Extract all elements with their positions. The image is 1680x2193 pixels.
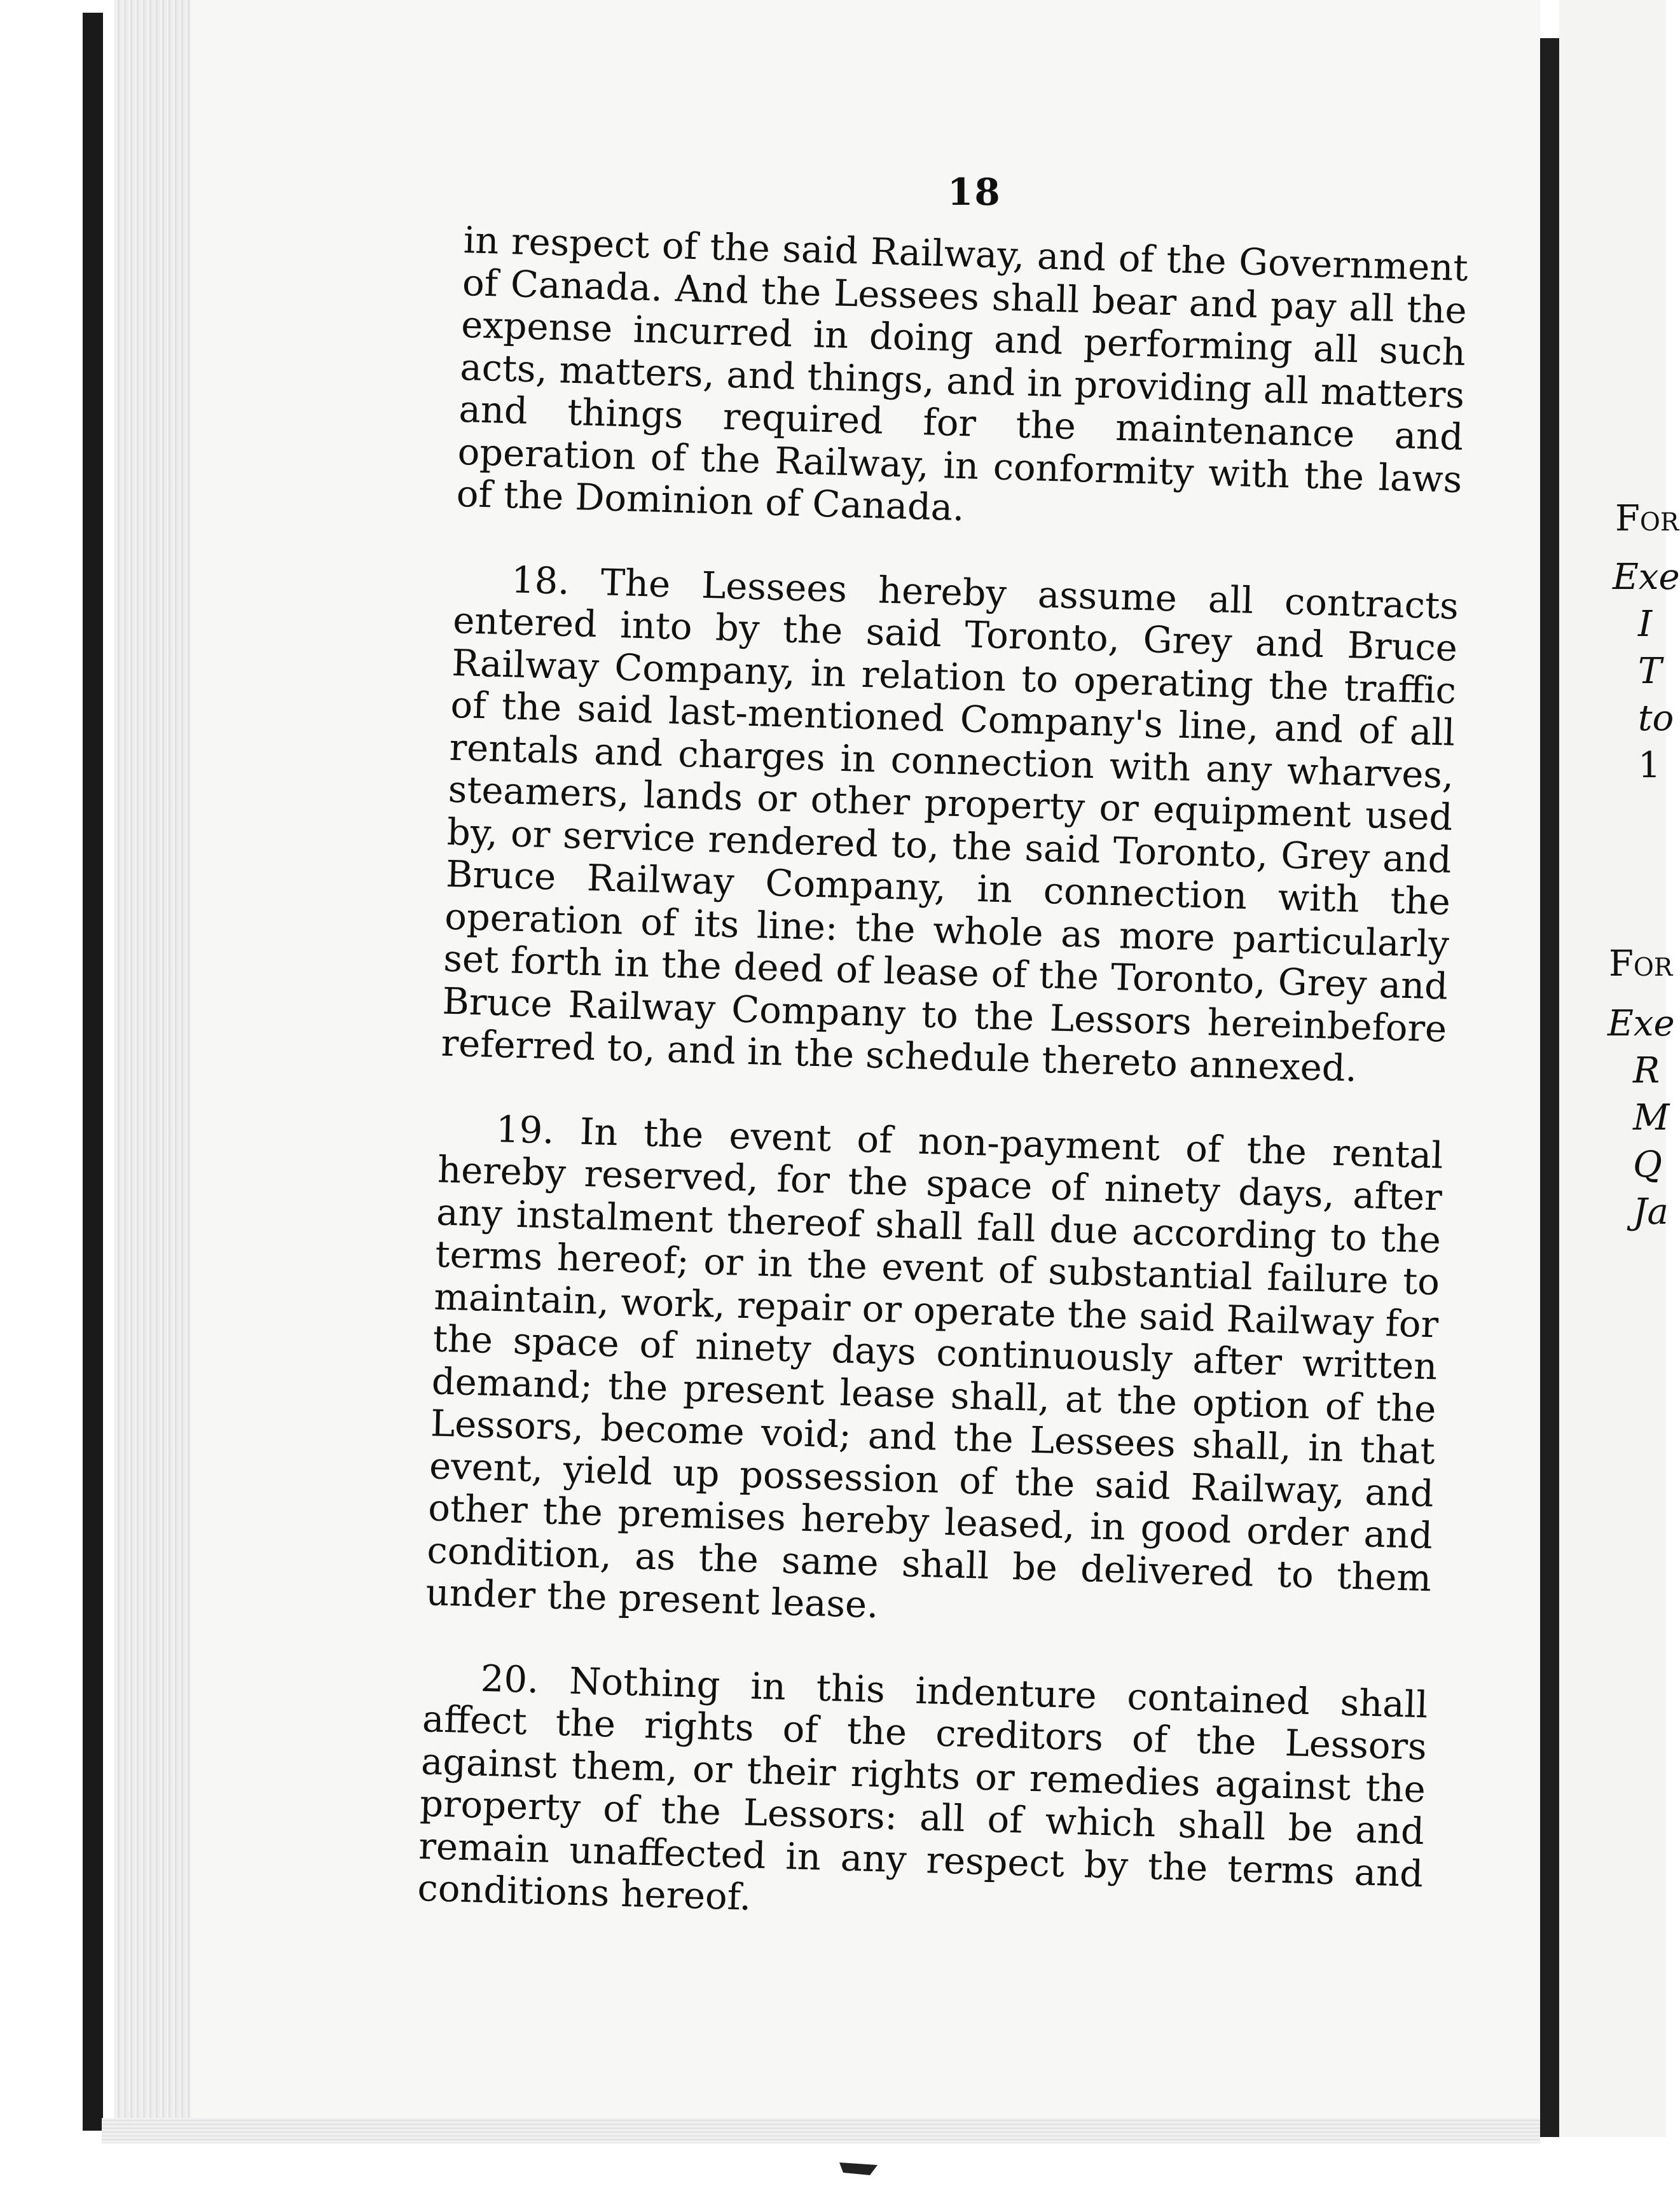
facing-fragment: For xyxy=(1615,498,1679,539)
paragraph-18: 18. The Lessees hereby assume all contracts entered into by the said Toronto, Grey and Bruce Railway Company, in relation to operating the traffic of the said last-mentioned Company's line, and of all rentals and charges in connection with any wharves, steamers, lands or other property or equipment used by, or service rendered to, the said Toronto, Grey and Bruce Railway Company, in connection with the operation of its line: the whole as more particularly set forth in the deed of lease of the Toronto, Grey and Bruce Railway Company to the Lessors hereinbefore referred to, and in the schedule thereto annexed. xyxy=(440,558,1459,1090)
facing-fragment: to xyxy=(1638,698,1674,739)
paragraph-20: 20. Nothing in this indenture contained shall affect the rights of the creditors of the Lessors against them, or their rights or remedies against the property of the Lessors: all of which shall be and remain unaffected in any respect by the terms and conditions hereof. xyxy=(417,1657,1429,1919)
page-stack-edge xyxy=(114,0,192,2137)
facing-fragment: Ja xyxy=(1633,1191,1669,1233)
left-binding-edge xyxy=(83,13,103,2131)
right-binding-gutter xyxy=(1540,38,1559,2137)
facing-fragment: M xyxy=(1633,1097,1670,1138)
facing-page-text xyxy=(1602,496,1680,1233)
facing-fragment: Exe xyxy=(1613,557,1680,598)
facing-fragment: R xyxy=(1633,1050,1660,1091)
facing-fragment: Q xyxy=(1633,1144,1662,1186)
scan-artifact xyxy=(839,2162,878,2175)
facing-fragment: T xyxy=(1638,651,1662,692)
page-number: 18 xyxy=(947,170,1002,214)
facing-fragment: I xyxy=(1638,604,1653,645)
facing-fragment: 1 xyxy=(1638,745,1661,786)
facing-fragment: Exe xyxy=(1608,1003,1675,1044)
body-text xyxy=(416,219,1468,1980)
page-bottom-edge xyxy=(102,2118,1540,2143)
paragraph-continuation: in respect of the said Railway, and of the Government of Canada. And the Lessees shall bear and pay all the expense incurred in doing and performing all such acts, matters, and things, and in providing all matters and things required for the maintenance and operation of the Railway, in conformity with the laws of the Dominion of Canada. xyxy=(456,219,1469,530)
paragraph-19: 19. In the event of non-payment of the rental hereby reserved, for the space of ninety days, after any instalment thereof shall fall due according to the terms hereof; or in the event of substantial failure to maintain, work, repair or operate the said Railway for the space of ninety days continuously after written demand; the present lease shall, at the option of the Lessors, become void; and the Lessees shall, in that event, yield up possession of the said Railway, and other the premises hereby leased, in good order and condition, as the same shall be delivered to them under the present lease. xyxy=(425,1107,1444,1627)
facing-fragment: For xyxy=(1609,943,1673,985)
